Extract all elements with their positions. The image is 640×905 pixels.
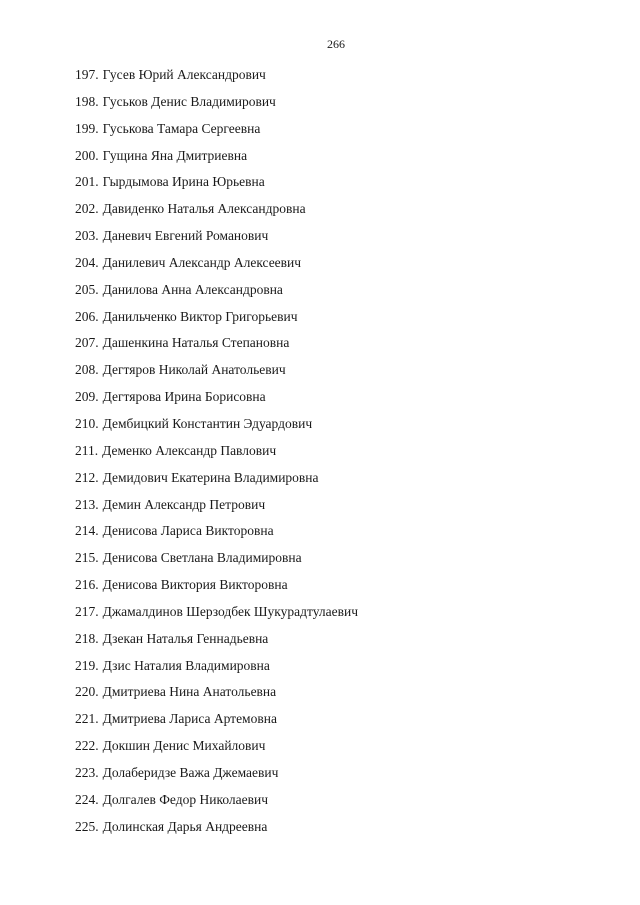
- entry-name: Дегтяров Николай Анатольевич: [102, 362, 286, 378]
- entry-number: 223.: [75, 764, 99, 780]
- list-item: [75, 469, 358, 496]
- entry-number: 225.: [75, 818, 99, 834]
- entry-number: 198.: [75, 93, 99, 109]
- list-item: [75, 522, 358, 549]
- entry-name: Долгалев Федор Николаевич: [102, 791, 269, 807]
- list-item: [75, 818, 358, 845]
- entry-number: 208.: [75, 362, 99, 378]
- list-item: [75, 549, 358, 576]
- entry-number: 221.: [75, 711, 99, 727]
- entry-number: 211.: [75, 442, 99, 458]
- entry-number: 222.: [75, 738, 99, 754]
- list-item: [75, 710, 358, 737]
- entry-number: 213.: [75, 496, 99, 512]
- entry-number: 219.: [75, 657, 99, 673]
- entry-name: Денисова Виктория Викторовна: [102, 577, 288, 593]
- list-item: [75, 791, 358, 818]
- list-item: [75, 227, 358, 254]
- entry-name: Дегтярова Ирина Борисовна: [102, 389, 266, 405]
- list-item: [75, 200, 358, 227]
- entry-name: Дембицкий Константин Эдуардович: [102, 415, 313, 431]
- entry-number: 206.: [75, 308, 99, 324]
- entry-name: Дзекан Наталья Геннадьевна: [102, 630, 269, 646]
- entry-number: 217.: [75, 603, 99, 619]
- entry-name: Гущина Яна Дмитриевна: [102, 147, 248, 163]
- entry-name: Денисова Светлана Владимировна: [102, 550, 302, 566]
- entry-name: Давиденко Наталья Александровна: [102, 201, 306, 217]
- list-item: [75, 66, 358, 93]
- entry-name: Денисова Лариса Викторовна: [102, 523, 274, 539]
- entry-name: Дашенкина Наталья Степановна: [102, 335, 290, 351]
- entry-name: Данилевич Александр Алексеевич: [102, 254, 302, 270]
- entry-number: 215.: [75, 550, 99, 566]
- entry-number: 209.: [75, 389, 99, 405]
- list-item: [75, 683, 358, 710]
- entry-number: 210.: [75, 415, 99, 431]
- entry-number: 212.: [75, 469, 99, 485]
- list-item: [75, 173, 358, 200]
- entry-number: 204.: [75, 254, 99, 270]
- entry-name: Демин Александр Петрович: [102, 496, 266, 512]
- list-item: [75, 764, 358, 791]
- entry-number: 216.: [75, 577, 99, 593]
- entry-name: Докшин Денис Михайлович: [102, 738, 266, 754]
- entry-name: Гуськова Тамара Сергеевна: [102, 120, 261, 136]
- entry-number: 218.: [75, 630, 99, 646]
- list-item: [75, 254, 358, 281]
- entry-name: Дзис Наталия Владимировна: [102, 657, 270, 673]
- entry-number: 220.: [75, 684, 99, 700]
- list-item: [75, 415, 358, 442]
- entry-number: 214.: [75, 523, 99, 539]
- page-number: 266: [327, 37, 345, 51]
- list-item: [75, 442, 358, 469]
- entry-number: 224.: [75, 791, 99, 807]
- list-item: [75, 388, 358, 415]
- entry-number: 199.: [75, 120, 99, 136]
- entry-number: 200.: [75, 147, 99, 163]
- entry-name: Данилова Анна Александровна: [102, 281, 283, 297]
- entry-name: Джамалдинов Шерзодбек Шукурадтулаевич: [102, 603, 358, 619]
- entry-number: 203.: [75, 228, 99, 244]
- list-item: [75, 603, 358, 630]
- list-item: [75, 657, 358, 684]
- entry-name: Гырдымова Ирина Юрьевна: [102, 174, 265, 190]
- list-item: [75, 93, 358, 120]
- list-item: [75, 334, 358, 361]
- entry-number: 207.: [75, 335, 99, 351]
- list-item: [75, 496, 358, 523]
- entry-number: 197.: [75, 67, 99, 82]
- entry-name: Демидович Екатерина Владимировна: [102, 469, 319, 485]
- list-item: [75, 281, 358, 308]
- entry-name: Долаберидзе Важа Джемаевич: [102, 764, 279, 780]
- entry-number: 202.: [75, 201, 99, 217]
- entry-name: Гуськов Денис Владимирович: [102, 93, 276, 109]
- name-list: [75, 66, 358, 844]
- list-item: [75, 630, 358, 657]
- entry-name: Даневич Евгений Романович: [102, 228, 269, 244]
- entry-name: Деменко Александр Павлович: [102, 442, 277, 458]
- list-item: [75, 737, 358, 764]
- entry-name: Дмитриева Нина Анатольевна: [102, 684, 277, 700]
- entry-number: 205.: [75, 281, 99, 297]
- entry-name: Долинская Дарья Андреевна: [102, 818, 268, 834]
- entry-number: 201.: [75, 174, 99, 190]
- list-item: [75, 576, 358, 603]
- list-item: [75, 120, 358, 147]
- list-item: [75, 361, 358, 388]
- entry-name: Данильченко Виктор Григорьевич: [102, 308, 298, 324]
- entry-name: Гусев Юрий Александрович: [102, 67, 266, 82]
- list-item: [75, 147, 358, 174]
- list-item: [75, 308, 358, 335]
- entry-name: Дмитриева Лариса Артемовна: [102, 711, 277, 727]
